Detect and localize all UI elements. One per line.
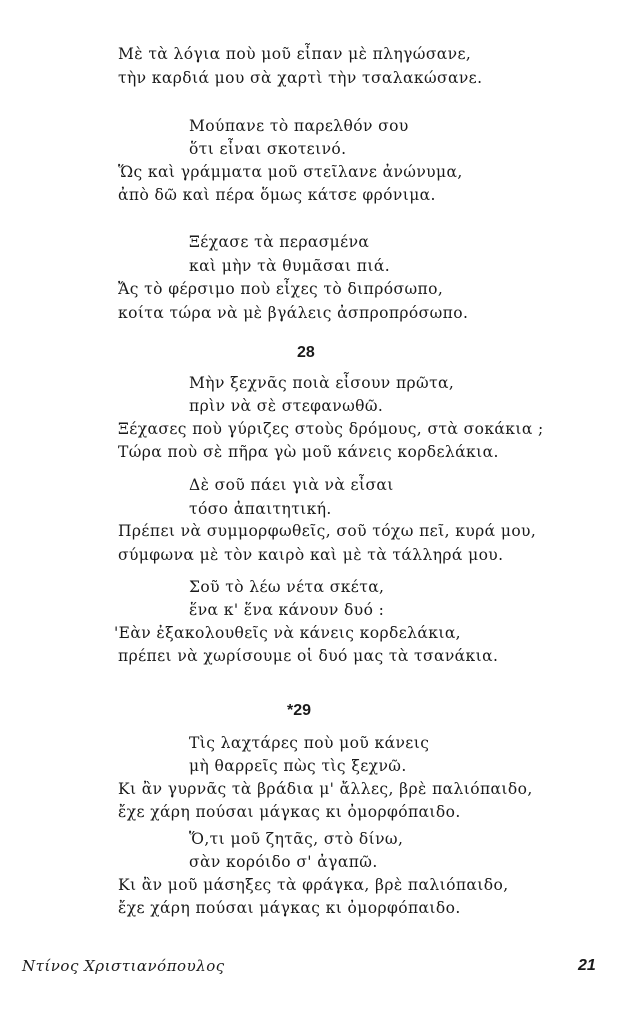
verse-line: κοίτα τώρα νὰ μὲ βγάλεις ἀσπροπρόσωπο. xyxy=(118,304,469,322)
verse-line: Μὲ τὰ λόγια ποὺ μοῦ εἶπαν μὲ πληγώσανε, xyxy=(118,45,472,63)
verse-line: Ξέχασε τὰ περασμένα xyxy=(189,233,370,251)
verse-line: ἔχε χάρη πούσαι μάγκας κι ὀμορφόπαιδο. xyxy=(118,803,461,821)
verse-line: ἔχε χάρη πούσαι μάγκας κι ὀμορφόπαιδο. xyxy=(118,899,461,917)
verse-line: πρέπει νὰ χωρίσουμε οἱ δυό μας τὰ τσανάκια. xyxy=(118,647,499,665)
verse-line: σὰν κορόιδο σ' ἀγαπῶ. xyxy=(189,853,378,871)
verse-line: Τὶς λαχτάρες ποὺ μοῦ κάνεις xyxy=(189,734,430,752)
poem-number: 28 xyxy=(297,344,315,361)
verse-line: Κι ἂν γυρνᾶς τὰ βράδια μ' ἄλλες, βρὲ παλιόπαιδο, xyxy=(118,780,533,798)
verse-line: Πρέπει νὰ συμμορφωθεῖς, σοῦ τόχω πεῖ, κυρά μου, xyxy=(118,522,537,540)
verse-line: Ὥς καὶ γράμματα μοῦ στεῖλανε ἀνώνυμα, xyxy=(118,163,463,181)
verse-line: Μὴν ξεχνᾶς ποιὰ εἶσουν πρῶτα, xyxy=(189,374,455,392)
verse-line: Ὅ,τι μοῦ ζητᾶς, στὸ δίνω, xyxy=(189,830,404,848)
verse-line: ὅτι εἶναι σκοτεινό. xyxy=(189,140,347,158)
verse-line: Σοῦ τὸ λέω νέτα σκέτα, xyxy=(189,578,385,596)
verse-line: Δὲ σοῦ πάει γιὰ νὰ εἶσαι xyxy=(189,476,394,494)
verse-line: τὴν καρδιά μου σὰ χαρτὶ τὴν τσαλακώσανε. xyxy=(118,69,483,87)
verse-line: μὴ θαρρεῖς πὼς τὶς ξεχνῶ. xyxy=(189,757,407,775)
verse-line: πρὶν νὰ σὲ στεφανωθῶ. xyxy=(189,397,384,415)
verse-line: καὶ μὴν τὰ θυμᾶσαι πιά. xyxy=(189,257,391,275)
author-name: Ντίνος Χριστιανόπουλος xyxy=(22,957,225,975)
verse-line: ἀπὸ δῶ καὶ πέρα ὅμως κάτσε φρόνιμα. xyxy=(118,186,436,204)
verse-line: Ἄς τὸ φέρσιμο ποὺ εἶχες τὸ διπρόσωπο, xyxy=(118,280,444,298)
verse-line: σύμφωνα μὲ τὸν καιρὸ καὶ μὲ τὰ τάλληρά μου. xyxy=(118,546,504,564)
verse-line: Μούπανε τὸ παρελθόν σου xyxy=(189,117,409,135)
verse-line: Ξέχασες ποὺ γύριζες στοὺς δρόμους, στὰ σοκάκια ; xyxy=(118,420,544,438)
verse-line: Τώρα ποὺ σὲ πῆρα γὼ μοῦ κάνεις κορδελάκια. xyxy=(118,443,499,461)
poem-number: *29 xyxy=(287,702,312,719)
verse-line: ἕνα κ' ἕνα κάνουν δυό : xyxy=(189,601,385,619)
verse-line: τόσο ἀπαιτητική. xyxy=(189,500,332,518)
verse-line: 'Εὰν ἐξακολουθεῖς νὰ κάνεις κορδελάκια, xyxy=(114,624,462,642)
page-number: 21 xyxy=(578,957,596,974)
verse-line: Κι ἂν μοῦ μάσηξες τὰ φράγκα, βρὲ παλιόπαιδο, xyxy=(118,876,509,894)
